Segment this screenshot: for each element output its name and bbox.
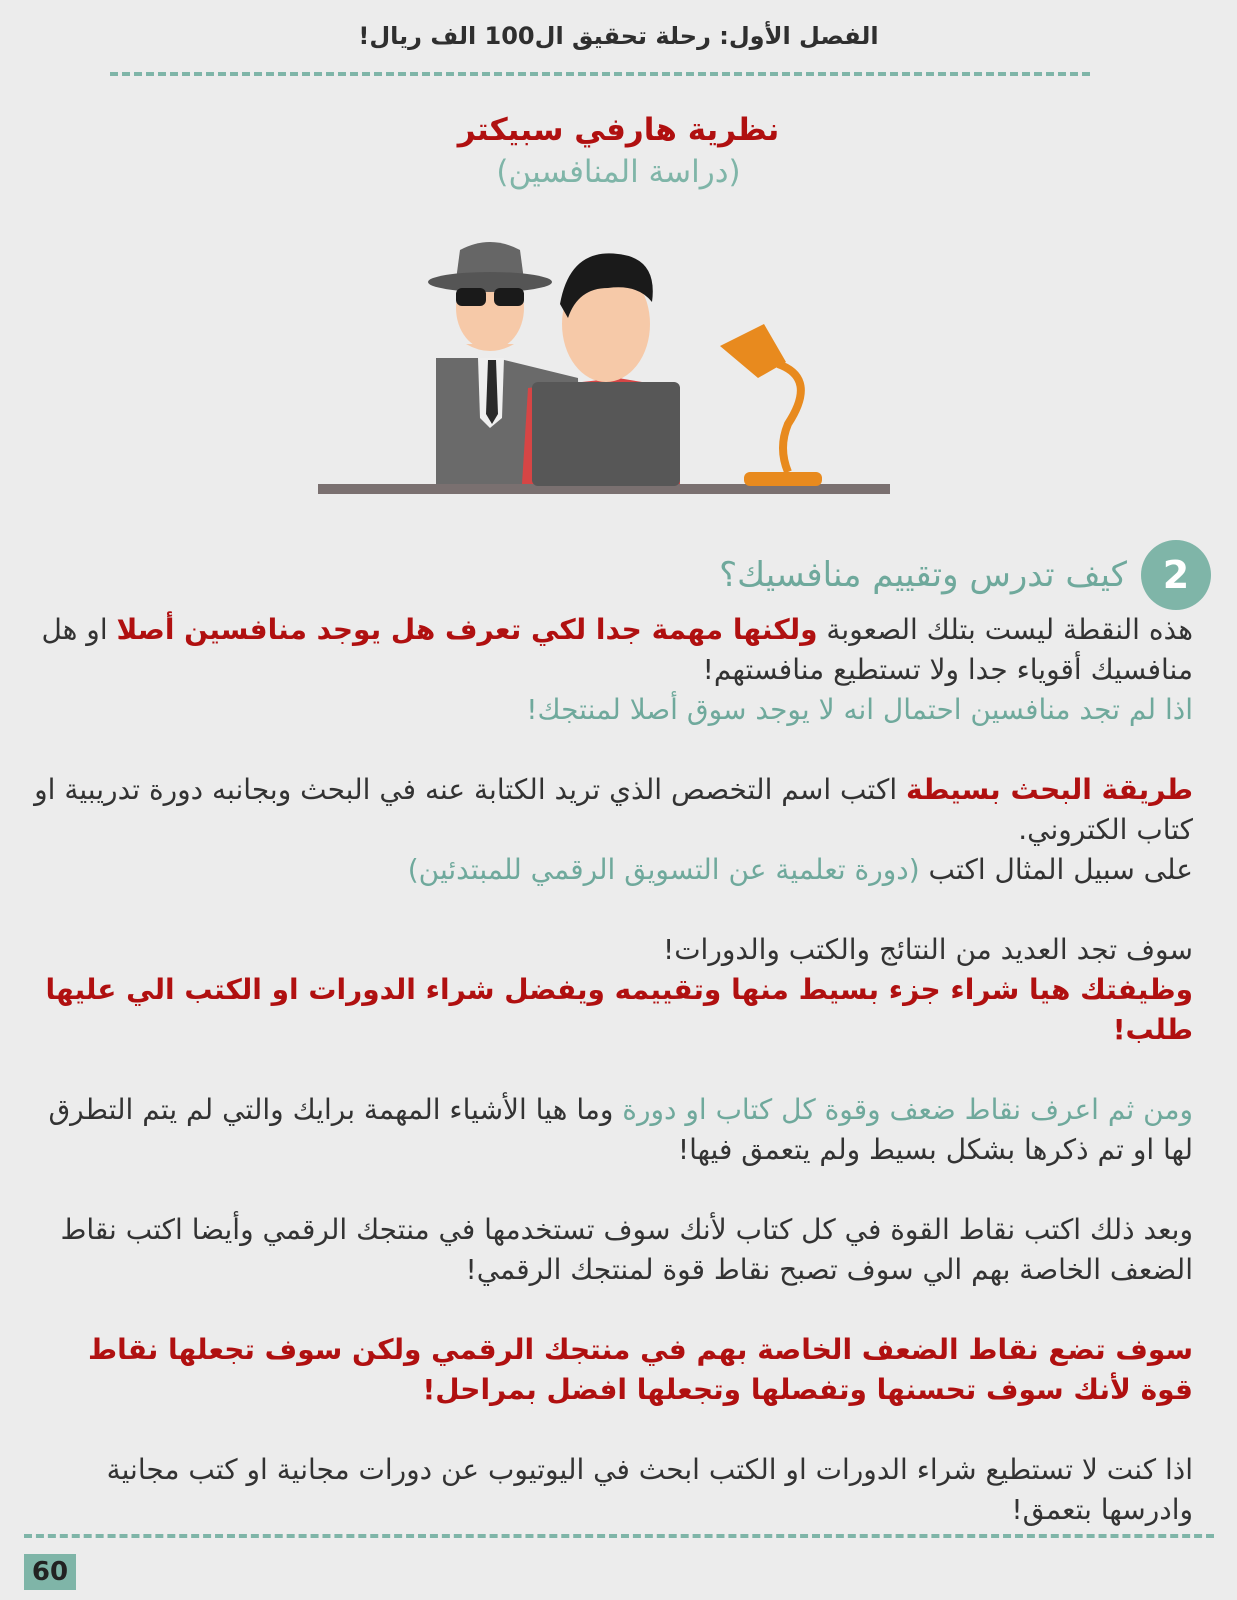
page-title: نظرية هارفي سبيكتر [457, 112, 780, 148]
top-divider [110, 72, 1090, 76]
section-number-badge: 2 [1141, 540, 1211, 610]
paragraph-2-example: (دورة تعلمية عن التسويق الرقمي للمبتدئين) [407, 853, 920, 886]
paragraph-3-emphasis: وظيفتك هيا شراء جزء بسيط منها وتقييمه ويفضل شراء الدورات او الكتب الي عليها طلب! [45, 973, 1193, 1046]
paragraph-1-emphasis: ولكنها مهمة جدا لكي تعرف هل يوجد منافسين أصلا [116, 613, 818, 646]
chapter-title: الفصل الأول: رحلة تحقيق ال100 الف ريال! [358, 22, 879, 50]
paragraph-1-text: هذه النقطة ليست بتلك الصعوبة [817, 613, 1193, 646]
paragraph-2 [28, 770, 1193, 890]
paragraph-3-text: سوف تجد العديد من النتائج والكتب والدورات! [662, 933, 1193, 966]
paragraph-1-text-2: او هل منافسيك أقوياء جدا ولا تستطيع منافستهم! [41, 613, 1193, 686]
paragraph-3 [28, 930, 1193, 1050]
body-text [28, 610, 1193, 1570]
paragraph-5: وبعد ذلك اكتب نقاط القوة في كل كتاب لأنك سوف تستخدمها في منتجك الرقمي وأيضا اكتب نقاط الضعف الخاصة بهم الي سوف تصبح نقاط قوة لمنتجك الرقمي! [60, 1213, 1193, 1286]
spy-illustration-icon [318, 228, 893, 500]
desk-lamp-icon [720, 324, 822, 486]
paragraph-1 [28, 610, 1193, 730]
bottom-divider [24, 1534, 1214, 1538]
paragraph-2-text: اكتب اسم التخصص الذي تريد الكتابة عنه في البحث وبجانبه دورة تدريبية او كتاب الكتروني. [34, 773, 1193, 846]
paragraph-4-text: وما هيا الأشياء المهمة برايك والتي لم يتم التطرق لها او تم ذكرها بشكل بسيط ولم يتعمق فيها! [48, 1093, 1193, 1166]
paragraph-4 [28, 1090, 1193, 1170]
paragraph-2-emphasis: طريقة البحث بسيطة [906, 773, 1193, 806]
page-subtitle: (دراسة المنافسين) [496, 154, 741, 190]
page-number: 60 [24, 1554, 76, 1590]
laptop-icon [532, 382, 680, 486]
paragraph-1-note: اذا لم تجد منافسين احتمال انه لا يوجد سوق أصلا لمنتجك! [526, 693, 1193, 726]
section-heading: كيف تدرس وتقييم منافسيك؟ [719, 555, 1127, 595]
paragraph-4-emphasis: ومن ثم اعرف نقاط ضعف وقوة كل كتاب او دورة [622, 1093, 1193, 1126]
paragraph-6: سوف تضع نقاط الضعف الخاصة بهم في منتجك الرقمي ولكن سوف تجعلها نقاط قوة لأنك سوف تحسنها وتفصلها وتجعلها افضل بمراحل! [87, 1333, 1193, 1406]
section-header [719, 540, 1211, 610]
paragraph-7: اذا كنت لا تستطيع شراء الدورات او الكتب ابحث في اليوتيوب عن دورات مجانية او كتب مجانية وادرسها بتعمق! [106, 1453, 1193, 1526]
paragraph-2-example-label: على سبيل المثال اكتب [919, 853, 1193, 886]
